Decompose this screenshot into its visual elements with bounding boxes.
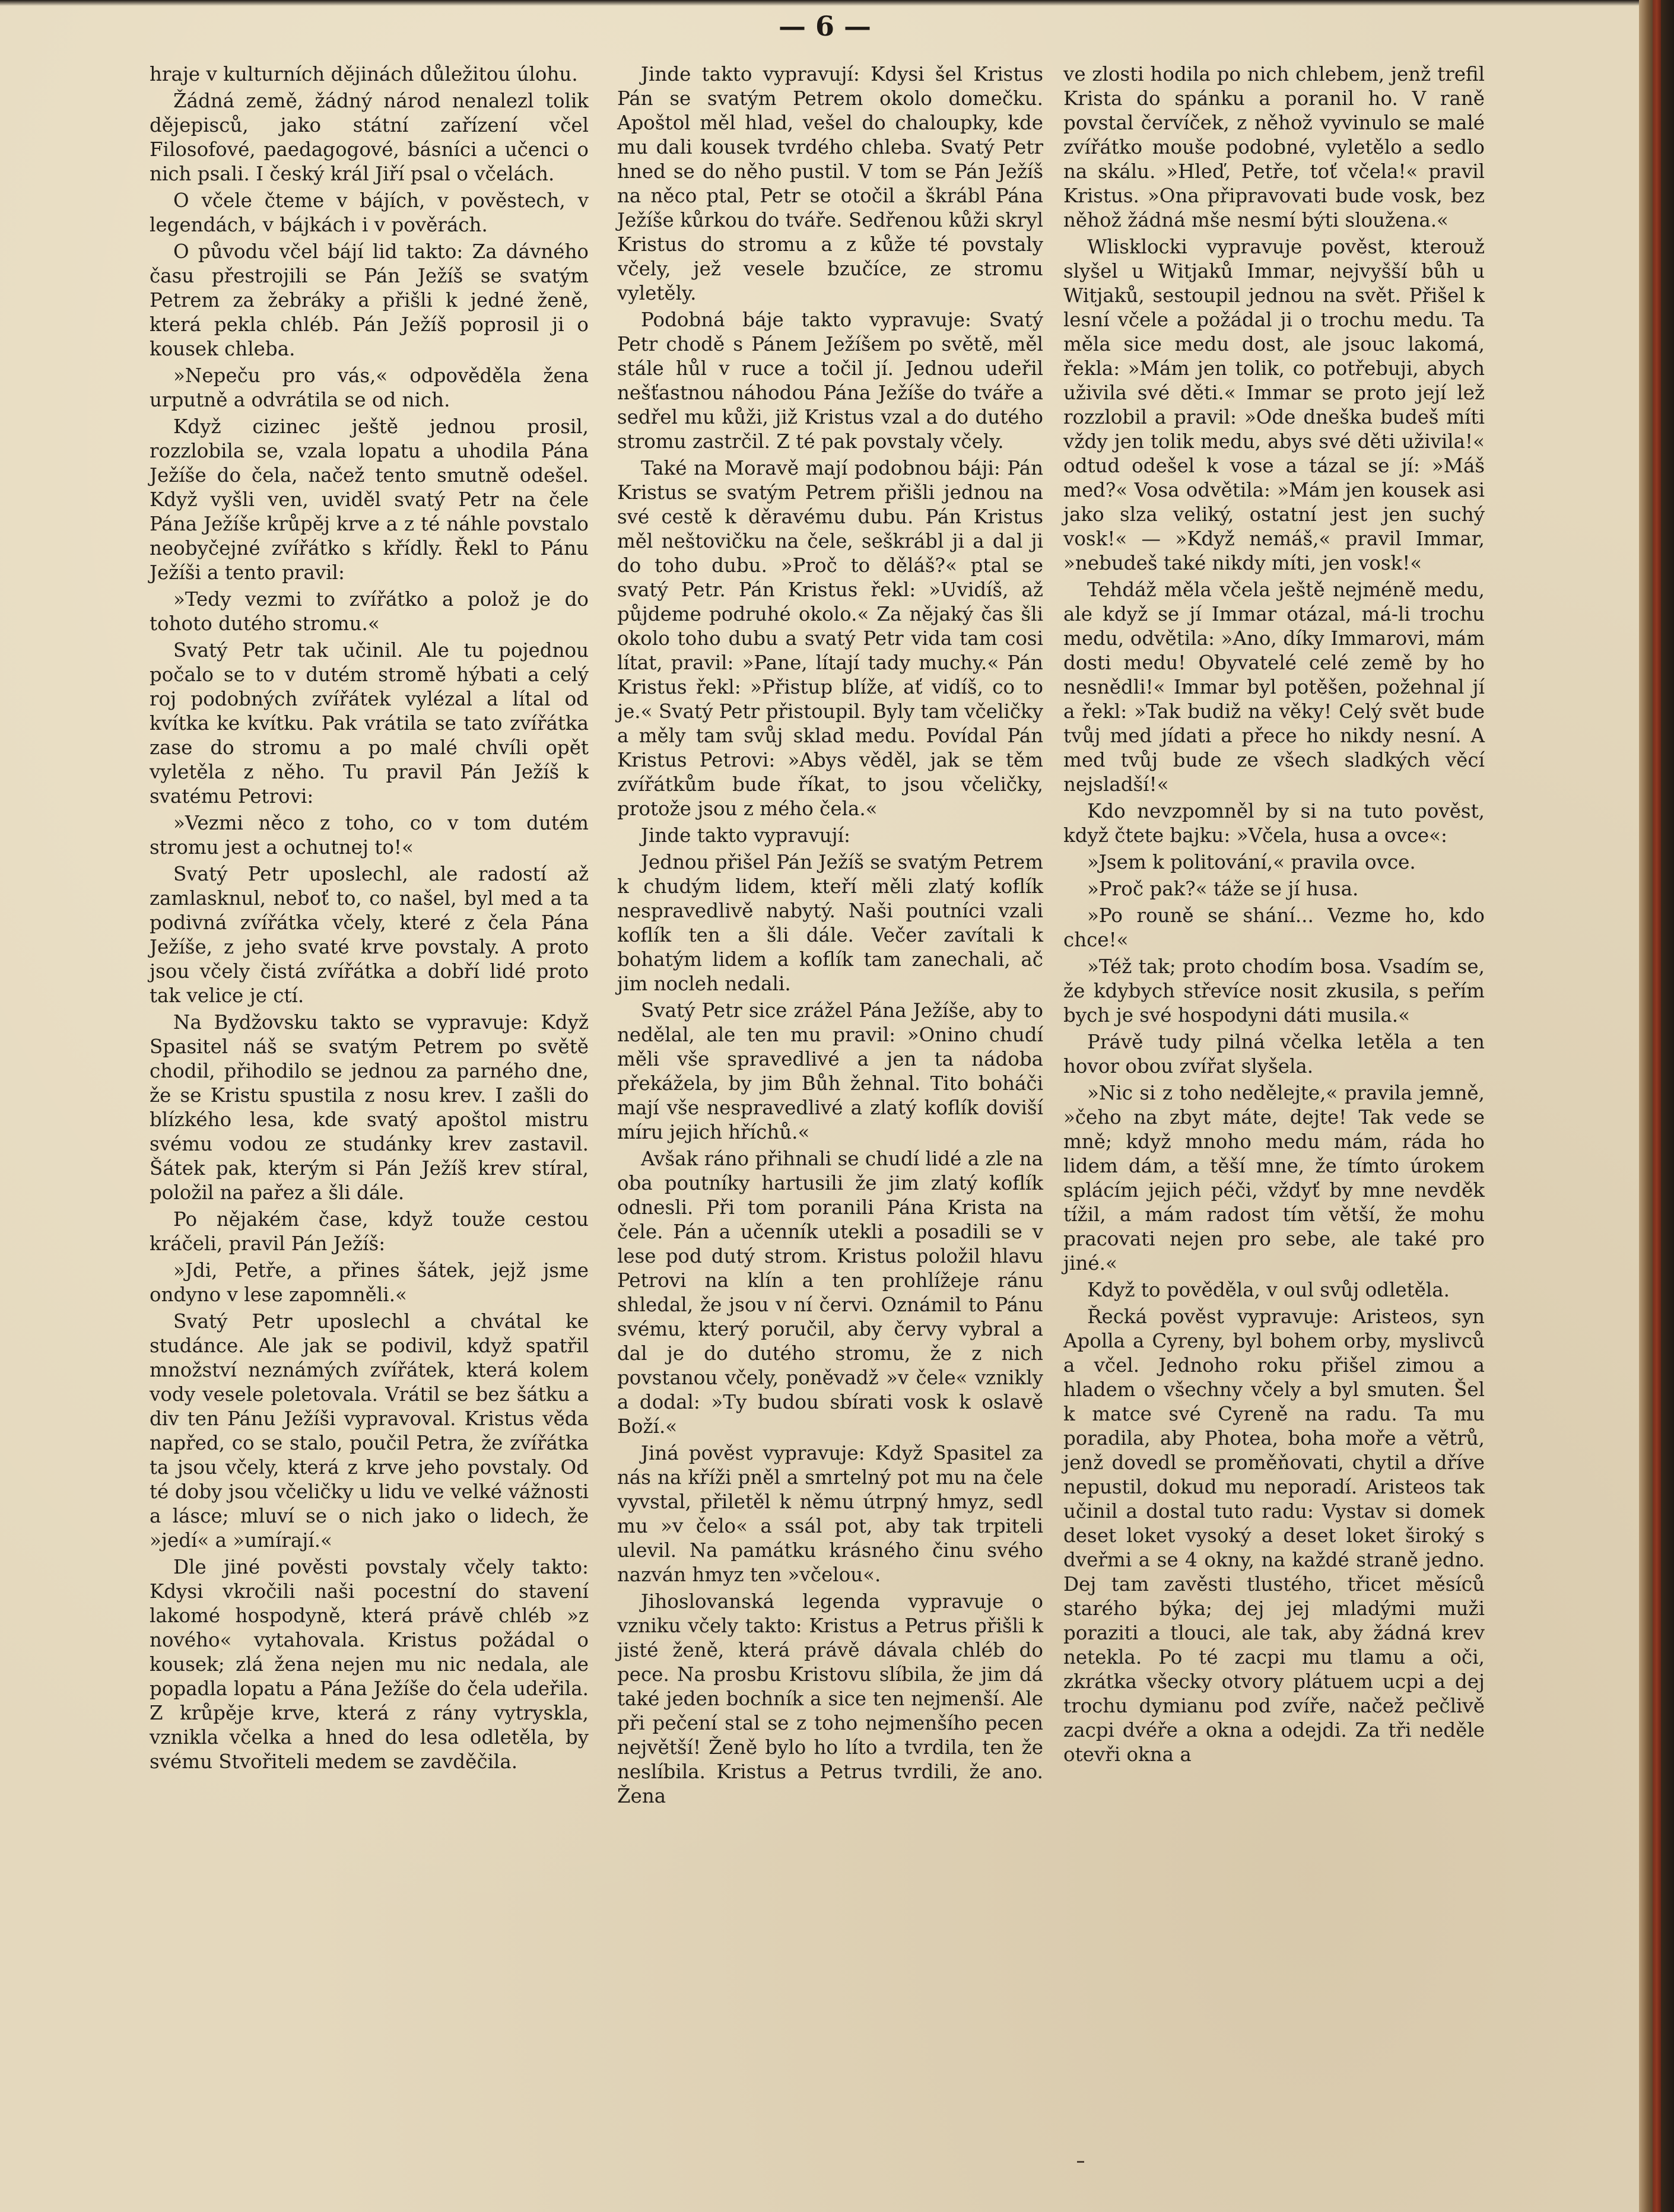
paragraph: Jiná pověst vypravuje: Když Spasitel za nás na kříži pněl a smrtelný pot mu na čele vyvstal, přiletěl k němu útrpný hmyz, sedl mu »v čelo« a ssál pot, aby tak trpiteli ulevil. Na památku krásného činu svého nazván hmyz ten »včelou«.: [617, 1442, 1043, 1586]
paragraph: Když cizinec ještě jednou prosil, rozzlobila se, vzala lopatu a uhodila Pána Ježíše do čela, načež tento smutně odešel. Když vyšli ven, uviděl svatý Petr na čele Pána Ježíše krůpěj krve a z té náhle povstalo neobyčejné zvířátko s křídly. Řekl to Pánu Ježíši a tento pravil:: [150, 415, 589, 584]
paragraph: Svatý Petr uposlechl, ale radostí až zamlasknul, neboť to, co našel, byl med a ta podivná zvířátka včely, které z čela Pána Ježíše, z jeho svaté krve povstaly. A proto jsou včely čistá zvířátka a dobří lidé proto tak velice je ctí.: [150, 863, 589, 1007]
paragraph: Jednou přišel Pán Ježíš se svatým Petrem k chudým lidem, kteří měli zlatý koflík nespravedlivě nabytý. Naši poutníci vzali koflík ten a šli dále. Večer zavítali k bohatým lidem a koflík tam zanechali, ač jim nocleh nedali.: [617, 851, 1043, 995]
margin-mark: [1077, 2161, 1084, 2163]
paragraph: »Jdi, Petře, a přines šátek, jejž jsme ondyno v lese zapomněli.«: [150, 1259, 589, 1306]
book-spine-band: [1653, 0, 1661, 2212]
paragraph: Když to pověděla, v oul svůj odletěla.: [1087, 1279, 1450, 1301]
text-column-2: [617, 62, 1043, 1811]
paragraph: O původu včel bájí lid takto: Za dávného času přestrojili se Pán Ježíš se svatým Petrem za žebráky a přišli k jedné ženě, která pekla chléb. Pán Ježíš poprosil ji o kousek chleba.: [150, 240, 589, 360]
paragraph: Na Bydžovsku takto se vypravuje: Když Spasitel náš se svatým Petrem po světě chodil, přihodilo se jednou za parného dne, že se Kristu spustila z nosu krev. I zašli do blízkého lesa, kde svatý apoštol mistru svému vodou ze studánky krev zastavil. Šátek pak, kterým si Pán Ježíš krev stíral, položil na pařez a šli dále.: [150, 1011, 589, 1204]
paragraph: »Jsem k politování,« pravila ovce.: [1087, 851, 1416, 873]
paragraph: Jihoslovanská legenda vypravuje o vzniku včely takto: Kristus a Petrus přišli k jisté ženě, která právě dávala chléb do pece. Na prosbu Kristovu slíbila, že jim dá také jeden bochník a sice ten nejmenší. Ale při pečení stal se z toho nejmenšího pecen největší! Ženě bylo ho líto a tvrdila, ten že neslíbila. Kristus a Petrus tvrdili, že ano. Žena: [617, 1590, 1043, 1807]
paragraph: Svatý Petr tak učinil. Ale tu pojednou počalo se to v dutém stromě hýbati a celý roj podobných zvířátek vylézal a lítal od kvítka ke kvítku. Pak vrátila se tato zvířátka zase do stromu a po malé chvíli opět vyletěla z něho. Tu pravil Pán Ježíš k svatému Petrovi:: [150, 639, 589, 808]
paragraph: Jinde takto vypravují:: [641, 824, 850, 847]
paragraph: hraje v kulturních dějinách důležitou úlohu.: [150, 63, 578, 85]
paragraph: Také na Moravě mají podobnou báji: Pán Kristus se svatým Petrem přišli jednou na své cestě k děravému dubu. Pán Kristus měl neštovičku na čele, seškrábl ji a dal ji do toho dubu. »Proč to děláš?« ptal se svatý Petr. Pán Kristus řekl: »Uvidíš, až půjdeme podruhé okolo.« Za nějaký čas šli okolo toho dubu a svatý Petr vida tam cosi lítat, pravil: »Pane, lítají tady muchy.« Pán Kristus řekl: »Přistup blíže, ať vidíš, co to je.« Svatý Petr přistoupil. Byly tam včeličky a měly tam svůj sklad medu. Povídal Pán Kristus Petrovi: »Abys věděl, jak se těm zvířátkům bude říkat, to jsou včeličky, protože jsou z mého čela.«: [617, 457, 1043, 820]
paragraph: »Vezmi něco z toho, co v tom dutém stromu jest a ochutnej to!«: [150, 812, 589, 859]
paragraph: Tehdáž měla včela ještě nejméně medu, ale když se jí Immar otázal, má-li trochu medu, odvětila: »Ano, díky Immarovi, mám dosti medu! Obyvatelé celé země by ho nesnědli!« Immar byl potěšen, požehnal jí a řekl: »Tak budiž na věky! Celý svět bude tvůj med jídati a přece ho nikdy nesní. A med tvůj bude ze všech sladkých věcí nejsladší!«: [1063, 579, 1485, 796]
paragraph: Řecká pověst vypravuje: Aristeos, syn Apolla a Cyreny, byl bohem orby, myslivců a včel. Jednoho roku přišel zimou a hladem o všechny včely a byl smuten. Šel k matce své Cyreně na radu. Ta mu poradila, aby Photea, boha moře a větrů, jenž dovedl se proměňovati, chytil a dříve nepustil, dokud mu neporadí. Aristeos tak učinil a dostal tuto radu: Vystav si domek deset loket vysoký a deset loket široký s dveřmi a se 4 okny, na každé straně jedno. Dej tam zavěsti tlustého, třicet měsíců starého býka; dej jej mladými muži poraziti a tlouci, ale tak, aby žádná krev netekla. Po té zacpi mu tlamu a oči, zkrátka všecky otvory plátuem ucpi a dej trochu dymianu pod zvíře, načež pečlivě zacpi dvéře a okna a odejdi. Za tři neděle otevři okna a: [1063, 1305, 1485, 1766]
paragraph: Kdo nevzpomněl by si na tuto pověst, když čtete bajku: »Včela, husa a ovce«:: [1063, 800, 1485, 847]
paragraph: Dle jiné pověsti povstaly včely takto: Kdysi vkročili naši pocestní do stavení lakomé hospodyně, která právě chléb »z nového« vytahovala. Kristus požádal o kousek; zlá žena nejen mu nic nedala, ale popadla lopatu a Pána Ježíše do čela udeřila. Z krůpěje krve, která z rány vytryskla, vznikla včelka a hned do lesa odletěla, by svému Stvořiteli medem se zavděčila.: [150, 1556, 589, 1773]
text-column-3: [1063, 62, 1485, 1769]
paragraph: »Po rouně se shání... Vezme ho, kdo chce!«: [1063, 904, 1485, 951]
paragraph: Avšak ráno přihnali se chudí lidé a zle na oba poutníky hartusili že jim zlatý koflík odnesli. Při tom poranili Pána Krista na čele. Pán a učenník utekli a posadili se v lese pod dutý strom. Kristus položil hlavu Petrovi na klín a ten prohlížeje ránu shledal, že jsou v ní červi. Oznámil to Pánu svému, který poručil, aby červy vybral a dal je do dutého stromu, že z nich povstanou včely, poněvadž »v čele« vznikly a dodal: »Ty budou sbírati vosk k oslavě Boží.«: [617, 1148, 1043, 1438]
paragraph: ve zlosti hodila po nich chlebem, jenž trefil Krista do spánku a poranil ho. V raně povstal červíček, z něhož vyvinulo se malé zvířátko mouše podobné, vyletělo a sedlo na skálu. »Hleď, Petře, toť včela!« pravil Kristus. »Ona připravovati bude vosk, bez něhož žádná mše nesmí býti sloužena.«: [1063, 63, 1485, 231]
paragraph: Jinde takto vypravují: Kdysi šel Kristus Pán se svatým Petrem okolo domečku. Apoštol měl hlad, vešel do chaloupky, kde mu dali kousek tvrdého chleba. Svatý Petr hned se do něho pustil. V tom se Pán Ježíš na něco ptal, Petr se otočil a škrábl Pána Ježíše kůrkou do tváře. Sedřenou kůži skryl Kristus do stromu a z kůže té povstaly včely, jež vesele bzučíce, ze stromu vyletěly.: [617, 63, 1043, 304]
text-column-1: [150, 62, 589, 1776]
paragraph: Po nějakém čase, když touže cestou kráčeli, pravil Pán Ježíš:: [150, 1208, 589, 1255]
page-number: — 6 —: [778, 10, 872, 42]
paragraph: Žádná země, žádný národ nenalezl tolik dějepisců, jako státní zařízení včel Filosofové, paedagogové, básníci a učenci o nich psali. I český král Jiří psal o včelách.: [150, 90, 589, 185]
paragraph: O včele čteme v bájích, v pověstech, v legendách, v bájkách i v pověrách.: [150, 189, 589, 236]
paragraph: »Tedy vezmi to zvířátko a polož je do tohoto dutého stromu.«: [150, 588, 589, 635]
paragraph: Svatý Petr sice zrážel Pána Ježíše, aby to nedělal, ale ten mu pravil: »Onino chudí měli vše spravedlivé a jen ta nádoba překážela, by jim Bůh žehnal. Tito boháči mají vše nespravedlivé a zlatý koflík doviší míru jejich hříchů.«: [617, 999, 1043, 1143]
paragraph: Právě tudy pilná včelka letěla a ten hovor obou zvířat slyšela.: [1063, 1031, 1485, 1078]
page-top-edge: [0, 0, 1639, 6]
paragraph: »Proč pak?« táže se jí husa.: [1087, 878, 1359, 900]
paragraph: »Nic si z toho nedělejte,« pravila jemně, »čeho na zbyt máte, dejte! Tak vede se mně; když mnoho medu mám, ráda ho lidem dám, a těší mne, že tímto úrokem splácím jejich péči, vždyť by mne nevděk tížil, a mám radost tím větší, že mohu pracovati nejen pro sebe, ale také pro jiné.«: [1063, 1082, 1485, 1275]
paragraph: Svatý Petr uposlechl a chvátal ke studánce. Ale jak se podivil, když spatřil množství neznámých zvířátek, která kolem vody vesele poletovala. Vrátil se bez šátku a div ten Pánu Ježíši vypravoval. Kristus věda napřed, co se stalo, poučil Petra, že zvířátka ta jsou včely, která z krve jeho povstaly. Od té doby jsou včeličky u lidu ve velké vážnosti a lásce; mluví se o nich jako o lidech, že »jedí« a »umírají.«: [150, 1310, 589, 1552]
paragraph: »Též tak; proto chodím bosa. Vsadím se, že kdybych střevíce nosit zkusila, s peřím bych je své hospodyni dáti musila.«: [1063, 955, 1485, 1026]
paragraph: Podobná báje takto vypravuje: Svatý Petr chodě s Pánem Ježíšem po světě, měl stále hůl v ruce a točil jí. Jednou udeřil nešťastnou náhodou Pána Ježíše do tváře a sedřel mu kůži, již Kristus vzal a do dutého stromu zastrčil. Z té pak povstaly včely.: [617, 309, 1043, 453]
paragraph: Wlisklocki vypravuje pověst, kterouž slyšel u Witjaků Immar, nejvyšší bůh u Witjaků, sestoupil jednou na svět. Přišel k lesní včele a požádal ji o trochu medu. Ta měla sice medu dost, ale jsouc lakomá, řekla: »Mám jen tolik, co potřebuji, abych uživila své děti.« Immar se proto její lež rozzlobil a pravil: »Ode dneška budeš míti vždy jen tolik medu, abys své děti uživila!« odtud odešel k vose a tázal se jí: »Máš med?« Vosa odvětila: »Mám jen kousek asi jako slza veliký, ostatní jest jen suchý vosk!« — »Když nemáš,« pravil Immar, »nebudeš také nikdy míti, jen vosk!«: [1063, 236, 1485, 574]
paragraph: »Nepeču pro vás,« odpověděla žena urputně a odvrátila se od nich.: [150, 364, 589, 411]
